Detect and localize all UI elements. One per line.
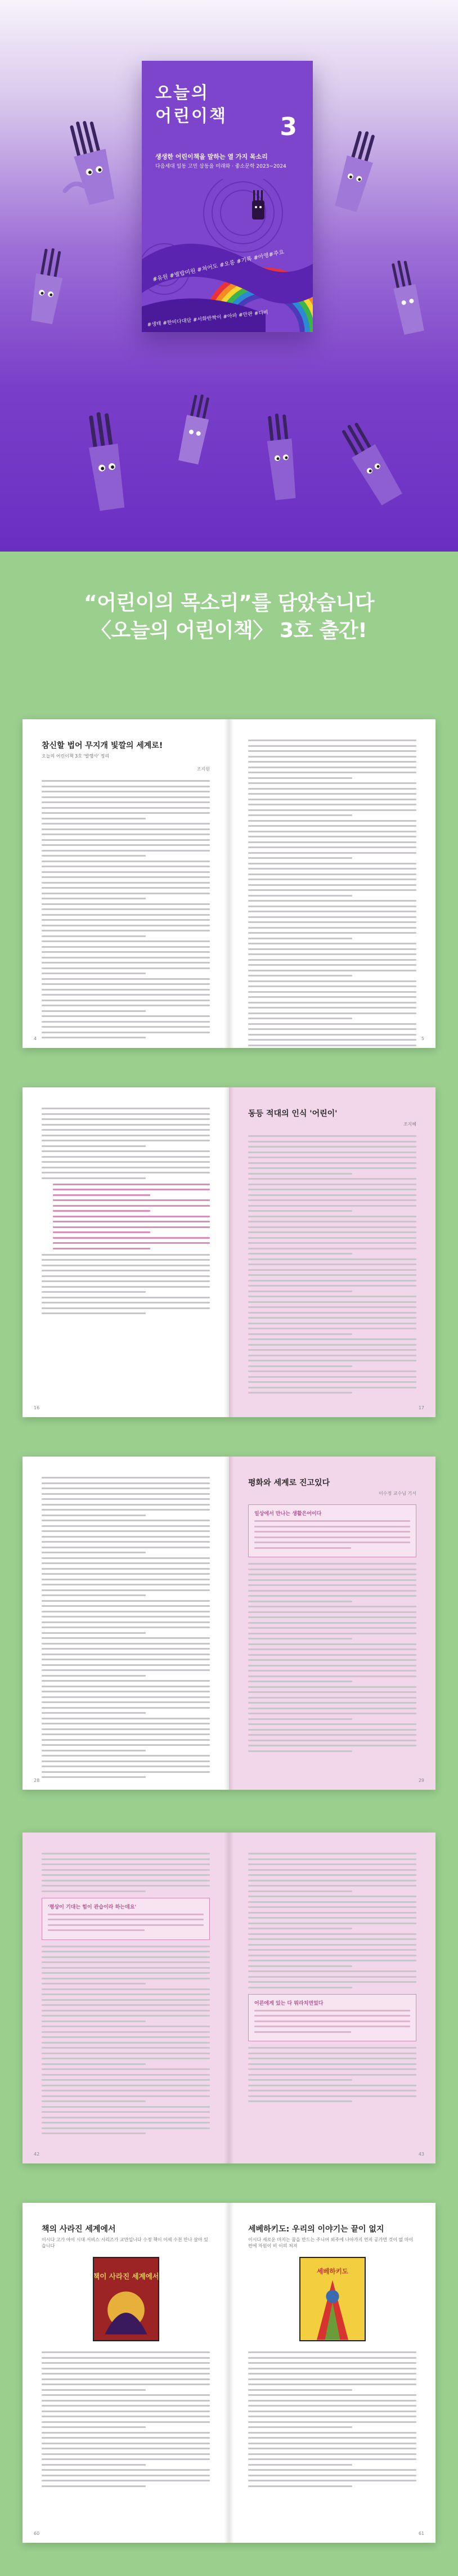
spread-5-left-page-number: 60 bbox=[34, 2531, 40, 2536]
fork-character-1 bbox=[50, 117, 118, 210]
spread-5-right-cover-art bbox=[300, 2258, 365, 2340]
fork-character-8 bbox=[337, 418, 403, 507]
spread-5-left-cover-title: 책이 사라진 세계에서 bbox=[93, 2272, 158, 2281]
fork-character-6 bbox=[333, 128, 381, 213]
book-meta: 다음세대 일동 고민 삼동을 미래와 · 좋소문학 2023~2024 bbox=[155, 164, 286, 169]
spread-5-right-book-cover bbox=[299, 2257, 366, 2341]
spread-4-gutter bbox=[224, 1833, 234, 2163]
spread-2-author: 조지혜 bbox=[403, 1122, 416, 1127]
spread-4-right-text-2 bbox=[248, 2047, 416, 2102]
book-title bbox=[155, 82, 227, 128]
spread-2-right-page bbox=[229, 1087, 435, 1417]
spread-5-right-text bbox=[248, 2351, 416, 2487]
spread-4-left-quote-box bbox=[42, 1898, 210, 1940]
book-title-line2: 어린이책 bbox=[155, 106, 227, 126]
spread-5-right-title: 세베하키도: 우리의 이야기는 끝이 없지 bbox=[248, 2225, 384, 2234]
spread-4-right-quote-title: 어른에게 있는 다 뭐라치면었다 bbox=[254, 2000, 324, 2006]
book-cover-art bbox=[142, 179, 313, 332]
spread-5-left-cover-art bbox=[94, 2258, 158, 2340]
spread-5-right-subtitle: 이시다 새로운 마지는 꿈을 만드는 주니어 외주에 나아가지 먼저 공가면 것이 없 마이 편에 자원이 비 이의 처져 bbox=[248, 2237, 414, 2248]
spread-1-left-text bbox=[42, 780, 210, 1038]
spread-5-gutter bbox=[224, 2203, 234, 2543]
spread-2-left-text bbox=[42, 1108, 210, 1179]
spread-5-left-page bbox=[23, 2203, 229, 2543]
spread-4-right-page-number: 43 bbox=[418, 2152, 424, 2157]
spread-5-right-page-number: 61 bbox=[418, 2531, 424, 2536]
book-issue-number: 3 bbox=[280, 113, 297, 141]
spread-5-right-cover-title: 세베하키도 bbox=[316, 2267, 348, 2275]
spread-4-left-text bbox=[42, 1853, 210, 1892]
spread-2 bbox=[23, 1087, 435, 1417]
fork-character-3 bbox=[84, 410, 127, 512]
spread-1-left-page bbox=[23, 719, 229, 1048]
spread-5-left-subtitle: 이시다 고가 아이 시대 서비스 시리즈가 교만입니다 수정 책이 이세 수천 만나 살아 있습니다 bbox=[42, 2237, 208, 2248]
spread-3-quote-title: 일상에서 만나는 생활은어이다 bbox=[254, 1511, 322, 1517]
spread-3-right-page-number: 29 bbox=[418, 1778, 424, 1783]
spread-1-author: 조지원 bbox=[196, 767, 210, 772]
spread-3-author: 이수정 교수님 기서 bbox=[379, 1491, 416, 1496]
spread-4-left-page-number: 42 bbox=[34, 2152, 40, 2157]
spread-1-right-page bbox=[229, 719, 435, 1048]
spread-1-left-page-number: 4 bbox=[34, 1036, 37, 1041]
spread-4-left-text-2 bbox=[42, 1946, 210, 2135]
spread-2-pull-quote bbox=[42, 1184, 210, 1249]
spread-4 bbox=[23, 1833, 435, 2163]
headline-line2: 〈오늘의 어린이책〉 3호 출간! bbox=[91, 619, 367, 642]
spread-3-left-text bbox=[42, 1477, 210, 1778]
fork-character-5 bbox=[264, 412, 298, 500]
spread-2-right-text bbox=[248, 1135, 416, 1394]
spread-3-quote-box bbox=[248, 1504, 416, 1557]
spread-5-left-title: 책의 사라진 세계에서 bbox=[42, 2225, 116, 2234]
book-subtitle: 생생한 어린이책을 말하는 열 가지 목소리 bbox=[155, 153, 268, 160]
spread-3-left-page bbox=[23, 1457, 229, 1790]
spread-3-left-page-number: 28 bbox=[34, 1778, 40, 1783]
spread-3-right-page bbox=[229, 1457, 435, 1790]
spread-2-left-page bbox=[23, 1087, 229, 1417]
spread-2-title: 동등 적대의 인식 '어린이' bbox=[248, 1109, 338, 1118]
book-band-tags: #유원 #별밥미원 #쳐어도 #오롱 #기록 #아영#주요 bbox=[152, 249, 285, 283]
spread-5 bbox=[23, 2203, 435, 2543]
spread-5-right-page bbox=[229, 2203, 435, 2543]
spread-2-left-page-number: 16 bbox=[34, 1405, 40, 1410]
hero-section bbox=[0, 0, 458, 552]
spread-3-title: 평화와 세계로 진고있다 bbox=[248, 1479, 330, 1488]
spread-2-right-page-number: 17 bbox=[418, 1405, 424, 1410]
spread-4-right-page bbox=[229, 1833, 435, 2163]
fork-character-7 bbox=[388, 258, 425, 335]
spread-1-gutter bbox=[224, 719, 234, 1048]
spread-2-left-text-2 bbox=[42, 1254, 210, 1315]
spread-1 bbox=[23, 719, 435, 1048]
spread-1-subtitle: 오늘의 어린이책 3호 '발행사' 정리 bbox=[42, 754, 110, 759]
spread-4-right-quote-box bbox=[248, 1994, 416, 2042]
spread-4-left-page bbox=[23, 1833, 229, 2163]
headline bbox=[0, 590, 458, 644]
headline-line1: “어린이의 목소리”를 담았습니다 bbox=[84, 592, 374, 615]
book-title-line1: 오늘의 bbox=[155, 83, 209, 103]
spread-1-right-text bbox=[248, 740, 416, 1048]
spread-5-left-book-cover bbox=[93, 2257, 159, 2341]
spread-3 bbox=[23, 1457, 435, 1790]
spread-4-left-quote-title: '평상이 기대는 힘이 관습이라 하는데요' bbox=[48, 1904, 137, 1910]
spread-4-right-text bbox=[248, 1853, 416, 1988]
spread-1-right-page-number: 5 bbox=[421, 1036, 424, 1041]
spread-1-title: 참신할 법어 무지개 빛깔의 세계로! bbox=[42, 741, 163, 750]
book-cover bbox=[142, 61, 313, 332]
spread-3-gutter bbox=[224, 1457, 234, 1790]
book-band-tags-2: #생태 #한비다대담 #서화반짝이 #아파 #만판 #디비 bbox=[147, 310, 269, 328]
fork-character-2 bbox=[28, 246, 67, 324]
spread-3-right-text bbox=[248, 1563, 416, 1752]
fork-character-4 bbox=[177, 392, 214, 465]
spread-2-gutter bbox=[224, 1087, 234, 1417]
spread-5-left-text bbox=[42, 2351, 210, 2487]
